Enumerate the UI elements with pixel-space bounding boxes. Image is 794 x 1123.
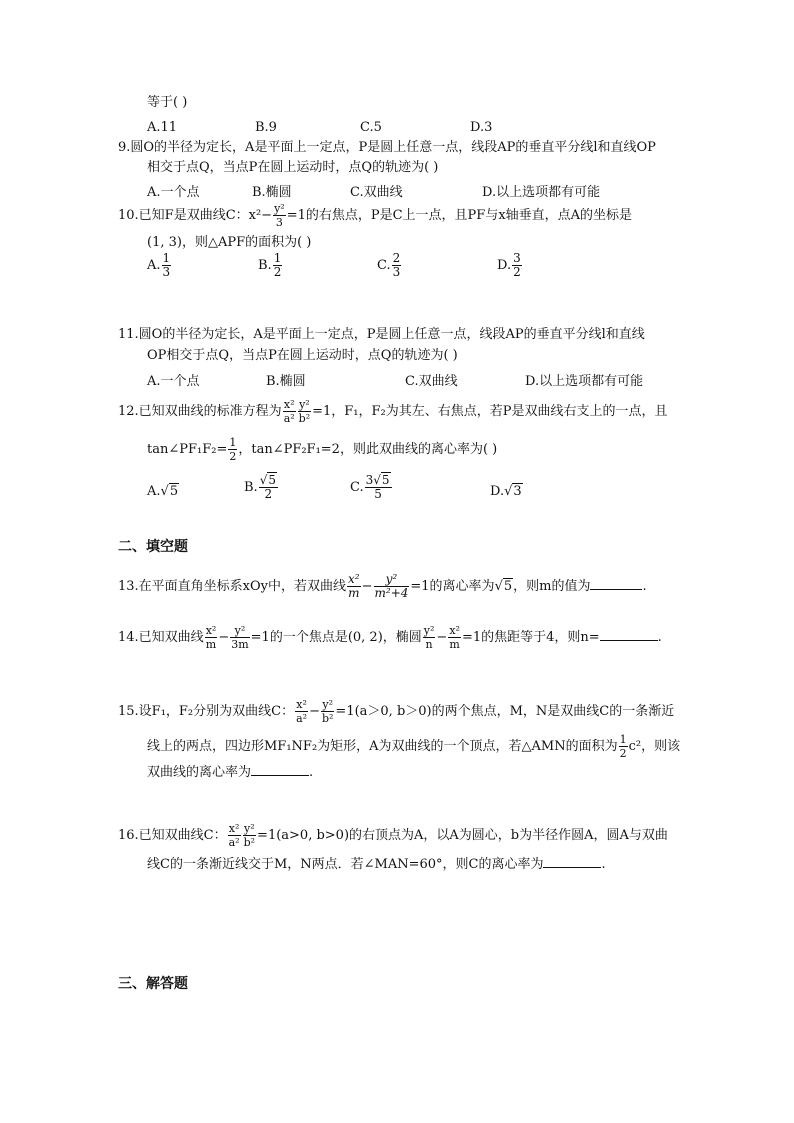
q12-f1-num: x² bbox=[283, 398, 295, 411]
q12-c-num bbox=[365, 474, 392, 488]
q8-option-d: D.3 bbox=[470, 120, 493, 135]
q13-end: . bbox=[642, 579, 647, 594]
q15-text-a: 15.设F₁，F₂分别为双曲线C： bbox=[118, 704, 295, 719]
q10-frac-num: y² bbox=[274, 202, 285, 215]
q12-f2-num: y² bbox=[299, 398, 310, 411]
q12-tan2: ，tan∠PF₂F₁=2，则此双曲线的离心率为( ) bbox=[238, 442, 498, 457]
section-fill-in-title: 二、填空题 bbox=[118, 539, 188, 555]
q14-f1-num: x² bbox=[205, 624, 217, 637]
q15-line1: 15.设F₁，F₂分别为双曲线C： $\frac{\text{x²}}{\text{a²}}$ − $\frac{\text{y²}}{\text{b²}}$ =1(a＞0, b＞0)的两个焦点，M，N是双曲线C的一条渐近 bbox=[118, 698, 675, 725]
q10-d-num: 3 bbox=[513, 251, 521, 265]
q8-option-a: A.11 bbox=[147, 120, 178, 135]
q10-text-b: =1的右焦点，P是C上一点，且PF与x轴垂直，点A的坐标是 bbox=[286, 208, 633, 223]
q9-option-a: A.一个点 bbox=[147, 185, 200, 200]
q10-option-c-fraction bbox=[392, 252, 402, 279]
q15-text-l2a: 线上的两点，四边形MF₁NF₂为矩形，A为双曲线的一个顶点，若△AMN的面积为 bbox=[147, 739, 618, 754]
q12-option-b-label: B. bbox=[244, 480, 258, 495]
q12-frac-x bbox=[283, 398, 296, 425]
q8-option-c: C.5 bbox=[360, 120, 382, 135]
q10-option-a-fraction bbox=[162, 252, 172, 279]
q12-option-c bbox=[350, 474, 393, 501]
q15-text-l2b: c²，则该 bbox=[628, 739, 681, 754]
q16-f1-den: a² bbox=[228, 836, 240, 849]
q16-answer-blank[interactable] bbox=[543, 855, 601, 868]
q16-text-l2: 线C的一条渐近线交于M，N两点．若∠MAN=60°，则C的离心率为 bbox=[147, 857, 544, 872]
q12-option-c-label: C. bbox=[350, 480, 364, 495]
q10-option-a bbox=[147, 252, 172, 279]
q12-option-a-label: A. bbox=[147, 484, 161, 499]
q14-f2-den: 3m bbox=[231, 638, 249, 651]
q15-end: . bbox=[309, 765, 314, 780]
q12-option-b bbox=[244, 474, 279, 501]
q10-option-d-fraction bbox=[512, 252, 522, 279]
q12-option-b-fraction bbox=[259, 474, 278, 501]
q12-f2-den: b² bbox=[298, 412, 311, 425]
q12-f1-den: a² bbox=[283, 412, 295, 425]
q9-option-b: B.椭圆 bbox=[252, 185, 292, 200]
q12-line1 bbox=[118, 398, 667, 425]
q16-text-b: =1(a>0, b>0)的右顶点为A，以A为圆心，b为半径作圆A，圆A与双曲 bbox=[257, 828, 668, 843]
q15-line3 bbox=[147, 763, 313, 781]
q12-frac-y bbox=[298, 398, 311, 425]
q14-f3-den: n bbox=[425, 638, 433, 651]
q10-fraction bbox=[273, 202, 286, 229]
q10-c-den: 3 bbox=[392, 265, 401, 279]
q15-line2 bbox=[147, 733, 680, 760]
q12-text-a: 12.已知双曲线的标准方程为 bbox=[118, 404, 282, 419]
q10-text-a: 10.已知F是双曲线C：x²− bbox=[118, 208, 273, 223]
q16-f2-num: y² bbox=[244, 822, 255, 835]
q10-d-den: 2 bbox=[513, 265, 521, 279]
q12-line2 bbox=[147, 436, 497, 463]
sqrt-symbol: √5 bbox=[494, 579, 513, 594]
q12-b-radicand: 5 bbox=[268, 473, 276, 487]
q10-option-c bbox=[377, 252, 402, 279]
q15-f2-num: y² bbox=[322, 698, 333, 711]
q16-f1-num: x² bbox=[228, 822, 240, 835]
q13-radicand: 5 bbox=[503, 579, 513, 594]
q12-half-den: 2 bbox=[229, 450, 237, 463]
q14-f4-num: x² bbox=[449, 624, 460, 637]
q10-option-b-fraction bbox=[273, 252, 283, 279]
q15-text-l3: 双曲线的离心率为 bbox=[147, 765, 252, 780]
q16-line2 bbox=[147, 855, 606, 873]
q10-option-a-label: A. bbox=[147, 258, 161, 273]
q12-d-radicand: 3 bbox=[513, 484, 522, 499]
q15-half-den: 2 bbox=[619, 747, 627, 760]
q12-half bbox=[228, 436, 237, 463]
q12-a-radicand: 5 bbox=[169, 484, 179, 499]
q9-option-d: D.以上选项都有可能 bbox=[482, 185, 601, 200]
q12-tan1: tan∠PF₁F₂= bbox=[147, 442, 228, 457]
q8-option-b: B.9 bbox=[255, 120, 277, 135]
sqrt-symbol: √5 bbox=[259, 473, 276, 487]
q14-frac-1 bbox=[205, 624, 218, 651]
q16-frac-1 bbox=[228, 822, 241, 849]
q15-answer-blank[interactable] bbox=[251, 763, 309, 776]
q15-f1-num: x² bbox=[296, 698, 307, 711]
q10-option-d-label: D. bbox=[497, 258, 512, 273]
q16-frac-2 bbox=[243, 822, 256, 849]
q12-half-num: 1 bbox=[229, 436, 237, 449]
q12-c-coef: 3 bbox=[365, 473, 374, 487]
q13-f1-den: m bbox=[348, 586, 360, 600]
q15-half bbox=[619, 733, 628, 760]
q11-line1: 11.圆O的半径为定长，A是平面上一定点，P是圆上任意一点，线段AP的垂直平分线l和直线 bbox=[118, 327, 645, 342]
q12-option-d bbox=[490, 484, 523, 499]
q13-line bbox=[118, 573, 647, 600]
q10-line1 bbox=[118, 202, 632, 229]
sqrt-symbol: √3 bbox=[504, 484, 522, 499]
q16-line1 bbox=[118, 822, 668, 849]
q15-frac-1 bbox=[295, 698, 308, 725]
q14-frac-3 bbox=[423, 624, 436, 651]
q13-f2-num: y² bbox=[374, 573, 410, 587]
q12-c-radicand: 5 bbox=[381, 473, 390, 487]
q10-frac-den: 3 bbox=[275, 216, 283, 229]
q8-tail: 等于( ) bbox=[147, 95, 188, 110]
q13-frac-x bbox=[347, 573, 361, 600]
q10-c-num: 2 bbox=[392, 251, 401, 265]
q13-text-b: =1的离心率为 bbox=[410, 579, 495, 594]
q10-option-d bbox=[497, 252, 523, 279]
q13-text-c: ，则m的值为 bbox=[513, 579, 591, 594]
q11-option-c: C.双曲线 bbox=[405, 374, 458, 389]
q12-b-den: 2 bbox=[264, 487, 273, 501]
q12-option-a bbox=[147, 484, 179, 499]
q16-f2-den: b² bbox=[243, 836, 256, 849]
q12-option-d-label: D. bbox=[490, 484, 505, 499]
q14-line: 14.已知双曲线 $\frac{\text{x²}}{m}$ − $\frac{\text{y²}}{3m}$ =1的一个焦点是(0, 2)，椭圆 $\frac{\text{y²}}{n}$ − $\frac{\text{x²}}{m}$ =1的焦距等于4，则n= . bbox=[118, 624, 662, 651]
q10-a-num: 1 bbox=[162, 251, 171, 265]
q14-text-c: =1的焦距等于4，则n= bbox=[461, 630, 600, 645]
q10-option-c-label: C. bbox=[377, 258, 391, 273]
q9-line2: 相交于点Q，当点P在圆上运动时，点Q的轨迹为( ) bbox=[147, 160, 439, 175]
q16-end: . bbox=[601, 857, 606, 872]
q13-frac-y bbox=[374, 573, 410, 600]
q13-text-a: 13.在平面直角坐标系xOy中，若双曲线 bbox=[118, 579, 347, 594]
q13-minus: − bbox=[361, 579, 373, 594]
sqrt-symbol: √5 bbox=[160, 484, 179, 499]
q10-b-num: 1 bbox=[273, 251, 282, 265]
q15-text-b: =1(a＞0, b＞0)的两个焦点，M，N是双曲线C的一条渐近 bbox=[335, 704, 675, 719]
q14-frac-4 bbox=[448, 624, 461, 651]
q13-f1-num: x² bbox=[348, 572, 360, 586]
q13-f2-den: m²+4 bbox=[374, 586, 409, 600]
section-solve-title: 三、解答题 bbox=[118, 976, 188, 992]
sqrt-symbol: √5 bbox=[373, 473, 390, 487]
q14-f1-den: m bbox=[205, 638, 217, 651]
q9-option-c: C.双曲线 bbox=[350, 185, 403, 200]
q10-option-b-label: B. bbox=[258, 258, 272, 273]
q14-f3-num: y² bbox=[423, 624, 435, 637]
q16-text-a: 16.已知双曲线C： bbox=[118, 828, 227, 843]
q15-f2-den: b² bbox=[321, 712, 334, 725]
q12-text-b: =1，F₁，F₂为其左、右焦点，若P是双曲线右支上的一点，且 bbox=[312, 404, 668, 419]
q14-frac-2 bbox=[230, 624, 249, 651]
q15-half-num: 1 bbox=[619, 733, 627, 746]
q12-c-den: 5 bbox=[374, 487, 382, 501]
q11-line2: OP相交于点Q，当点P在圆上运动时，点Q的轨迹为( ) bbox=[147, 348, 458, 363]
q15-frac-2 bbox=[321, 698, 334, 725]
q12-b-num bbox=[259, 474, 278, 488]
q10-line2: (1, 3)，则△APF的面积为( ) bbox=[147, 235, 312, 250]
q10-a-den: 3 bbox=[162, 265, 171, 279]
q9-line1: 9.圆O的半径为定长，A是平面上一定点，P是圆上任意一点，线段AP的垂直平分线l和直线OP bbox=[118, 140, 656, 155]
q14-text-a: 14.已知双曲线 bbox=[118, 630, 204, 645]
q14-text-b: =1的一个焦点是(0, 2)，椭圆 bbox=[250, 630, 422, 645]
q14-end: . bbox=[657, 630, 662, 645]
q13-answer-blank[interactable] bbox=[590, 577, 642, 590]
q14-f2-num: y² bbox=[230, 624, 249, 638]
q11-option-a: A.一个点 bbox=[147, 374, 200, 389]
q11-option-b: B.椭圆 bbox=[266, 374, 306, 389]
q14-f4-den: m bbox=[449, 638, 460, 651]
q10-b-den: 2 bbox=[273, 265, 282, 279]
q12-option-c-fraction bbox=[365, 474, 392, 501]
q14-answer-blank[interactable] bbox=[600, 628, 658, 641]
q15-f1-den: a² bbox=[296, 712, 308, 725]
q11-option-d: D.以上选项都有可能 bbox=[525, 374, 644, 389]
q10-option-b bbox=[258, 252, 283, 279]
